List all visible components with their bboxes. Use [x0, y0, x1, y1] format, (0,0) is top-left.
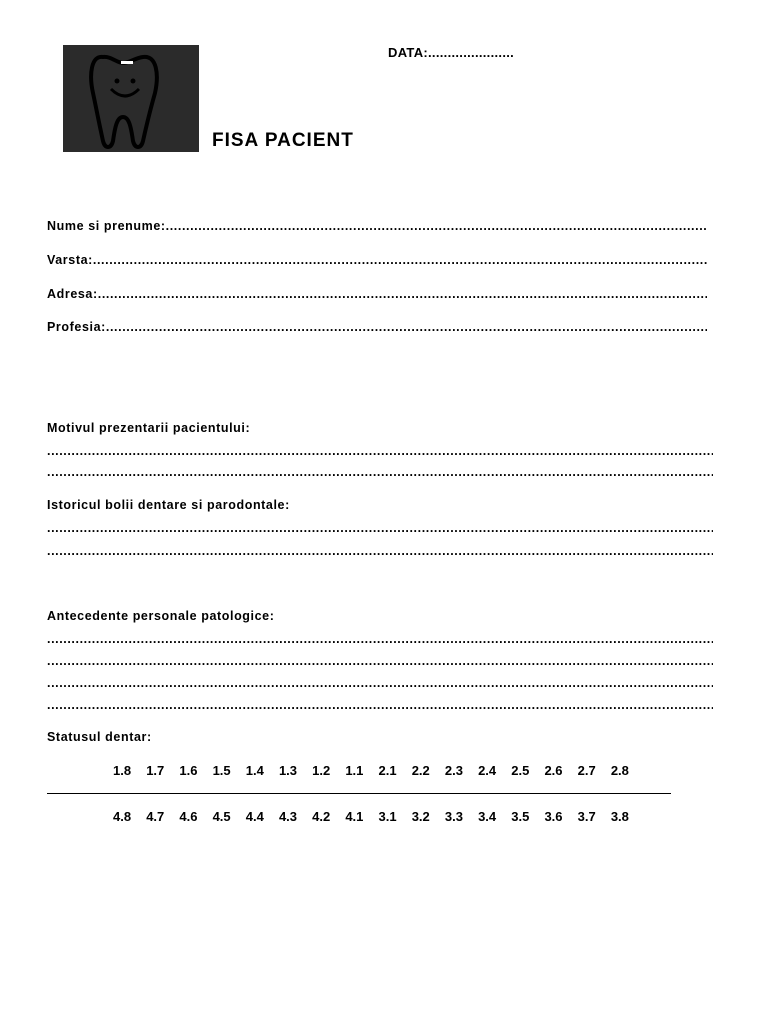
tooth-label[interactable]: 2.5	[511, 763, 530, 778]
tooth-label[interactable]: 4.6	[179, 809, 198, 824]
tooth-label[interactable]: 3.4	[478, 809, 497, 824]
page-title: FISA PACIENT	[212, 130, 354, 151]
name-label: Nume si prenume:	[47, 219, 166, 233]
tooth-label[interactable]: 2.1	[378, 763, 397, 778]
address-label: Adresa:	[47, 287, 98, 301]
tooth-label[interactable]: 3.5	[511, 809, 530, 824]
tooth-label[interactable]: 1.2	[312, 763, 331, 778]
history-heading: Istoricul bolii dentare si parodontale:	[47, 498, 290, 512]
tooth-label[interactable]: 2.3	[444, 763, 463, 778]
upper-teeth-row	[113, 763, 644, 778]
tooth-label[interactable]: 1.1	[345, 763, 364, 778]
date-field[interactable]: DATA:......................	[388, 45, 515, 60]
name-input-dots[interactable]	[166, 218, 707, 234]
tooth-label[interactable]: 1.3	[278, 763, 298, 778]
tooth-label[interactable]: 4.7	[146, 809, 165, 824]
tooth-label[interactable]: 3.7	[577, 809, 596, 824]
tooth-label[interactable]: 4.3	[278, 809, 298, 824]
tooth-label[interactable]: 2.2	[411, 763, 430, 778]
tooth-label[interactable]: 3.2	[411, 809, 430, 824]
tooth-label[interactable]: 3.6	[544, 809, 563, 824]
antecedents-line-4[interactable]	[47, 697, 713, 713]
profession-label: Profesia:	[47, 320, 106, 334]
tooth-label[interactable]: 1.8	[113, 763, 132, 778]
history-line-1[interactable]	[47, 520, 713, 536]
age-label: Varsta:	[47, 253, 93, 267]
history-line-2[interactable]	[47, 543, 713, 559]
tooth-label[interactable]: 4.8	[113, 809, 132, 824]
tooth-label[interactable]: 4.4	[245, 809, 264, 824]
profession-field[interactable]	[47, 319, 707, 335]
reason-line-2[interactable]	[47, 464, 713, 480]
profession-input-dots[interactable]	[106, 319, 707, 335]
tooth-label[interactable]: 2.4	[478, 763, 497, 778]
address-input-dots[interactable]	[98, 286, 707, 302]
dental-status-heading: Statusul dentar:	[47, 730, 152, 744]
antecedents-line-2[interactable]	[47, 653, 713, 669]
age-input-dots[interactable]	[93, 252, 707, 268]
antecedents-line-1[interactable]	[47, 631, 713, 647]
arch-divider-line	[47, 793, 671, 794]
tooth-label[interactable]: 1.4	[245, 763, 264, 778]
tooth-label[interactable]: 3.3	[444, 809, 463, 824]
tooth-label[interactable]: 4.2	[312, 809, 331, 824]
tooth-label[interactable]: 2.7	[577, 763, 596, 778]
tooth-label[interactable]: 1.7	[146, 763, 165, 778]
tooth-label[interactable]: 3.8	[610, 809, 629, 824]
tooth-label[interactable]: 1.5	[212, 763, 231, 778]
address-field[interactable]	[47, 286, 707, 302]
tooth-label[interactable]: 1.6	[179, 763, 198, 778]
reason-line-1[interactable]	[47, 443, 713, 459]
tooth-smile-icon	[63, 45, 199, 152]
lower-teeth-row	[113, 809, 644, 824]
tooth-logo	[63, 45, 199, 152]
antecedents-line-3[interactable]	[47, 675, 713, 691]
tooth-label[interactable]: 4.5	[212, 809, 231, 824]
name-field[interactable]	[47, 218, 707, 234]
tooth-label[interactable]: 4.1	[345, 809, 364, 824]
tooth-label[interactable]: 3.1	[378, 809, 397, 824]
tooth-label[interactable]: 2.6	[544, 763, 563, 778]
age-field[interactable]	[47, 252, 707, 268]
antecedents-heading: Antecedente personale patologice:	[47, 609, 275, 623]
tooth-label[interactable]: 2.8	[610, 763, 629, 778]
reason-heading: Motivul prezentarii pacientului:	[47, 421, 251, 435]
